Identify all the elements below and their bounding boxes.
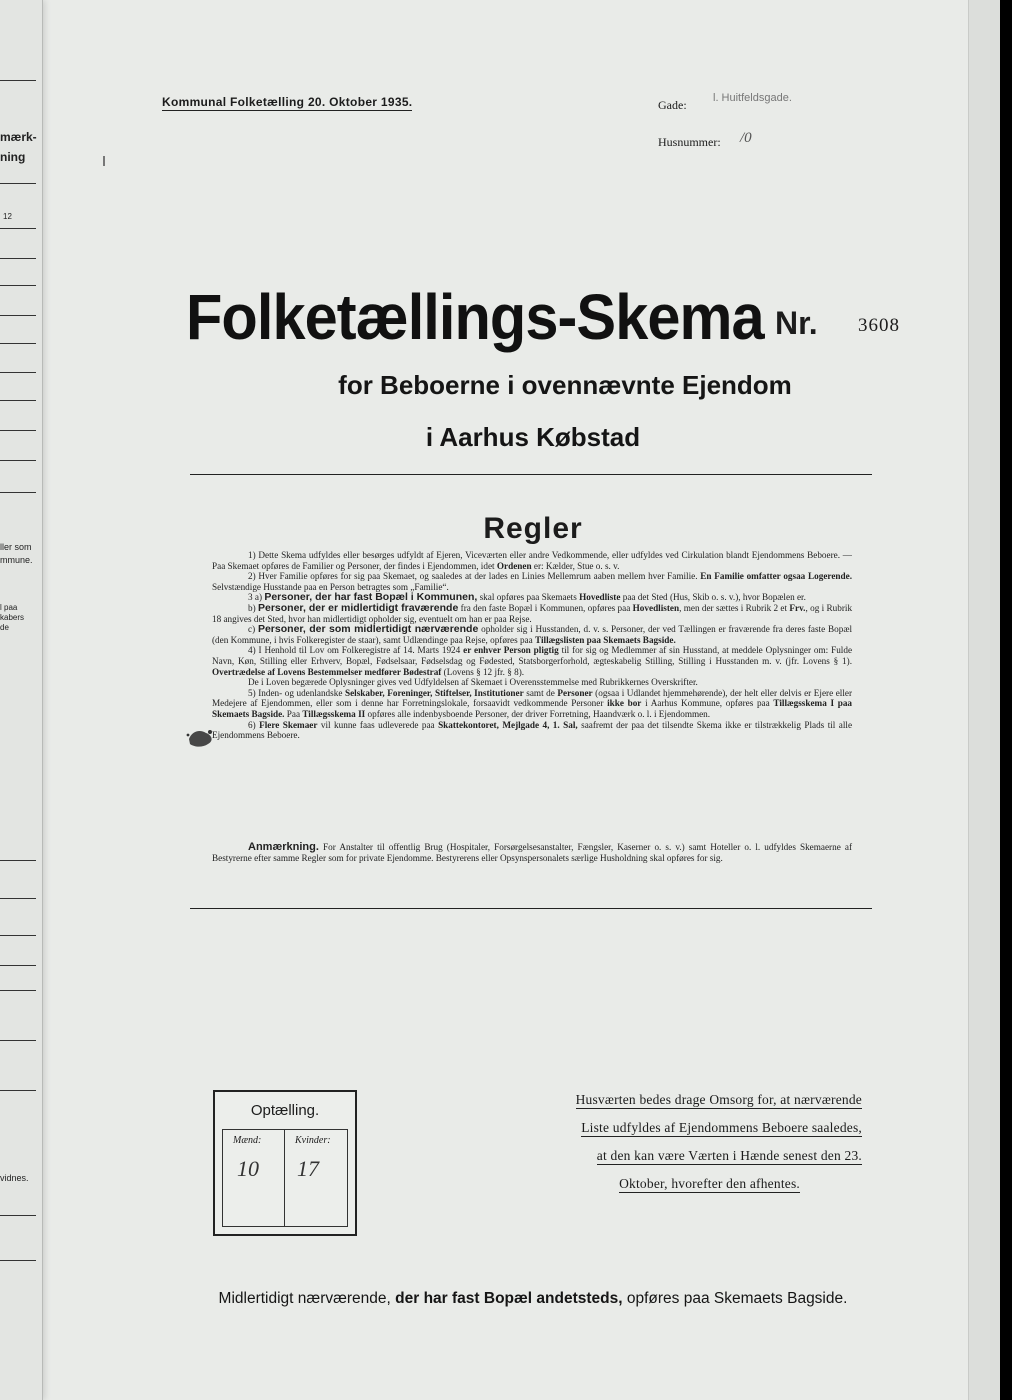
strip-fragment: ller som (0, 542, 32, 552)
rule-2: 2) Hver Familie opføres for sig paa Skemaet, og saaledes at der lades en Linies Mellemrum aaben mellem hver Familie. En Familie omfatter ogsaa Logerende. Selvstændige Husstande paa en Person betragtes som „Familie“. (212, 571, 852, 592)
rule-5: 5) Inden- og udenlandske Selskaber, Foreninger, Stiftelser, Institutioner samt de Personer (ogsaa i Udlandet hjemmehørende), der helt eller delvis er Ejere eller Medejere af Ejendommen, eller som i denne har Forretningslokale, forsaavidt vedkommende Personer ikke bor i Aarhus Kommune, opføres paa Tillægsskema I paa Skemaets Bagside. Paa Tillægsskema II opføres alle indenbysboende Personer, der driver Forretning, Haandværk o. l. i Ejendommen. (212, 687, 853, 719)
strip-rule (0, 990, 36, 991)
adjacent-page-strip (0, 0, 43, 1400)
form-title: Folketællings-Skema (186, 281, 764, 353)
divider (190, 474, 872, 475)
rule-3a: 3 a) Personer, der har fast Bopæl i Kommunen, skal opføres paa Skemaets Hovedliste paa det Sted (Hus, Skib o. s. v.), hvor Bopælen er. (248, 591, 806, 604)
strip-rule (0, 460, 36, 461)
strip-fragment: de (0, 623, 9, 632)
strip-rule (0, 898, 36, 899)
strip-rule (0, 1040, 36, 1041)
strip-rule (0, 183, 36, 184)
strip-fragment: kabers (0, 613, 25, 622)
men-count: 10 (237, 1156, 259, 1181)
notice-line: Husværten bedes drage Omsorg for, at nærværende (575, 1092, 862, 1107)
women-count: 17 (297, 1156, 319, 1181)
notice-line: at den kan være Værten i Hænde senest den 23. (596, 1148, 862, 1163)
remark-body: For Anstalter til offentlig Brug (Hospitaler, Forsørgelsesanstalter, Fængsler, Kaserner o. s. v.) samt Hoteller o. l. udfyldes Skemaerne af Bestyrerne efter samme Regler som for private Ejendomme. Bestyrerens eller Opsynspersonalets særlige Husholdning skal opføres for sig. (212, 842, 852, 864)
strip-rule (0, 492, 36, 493)
remark-text (212, 842, 852, 865)
strip-rule (0, 285, 36, 286)
remark-heading: Anmærkning. (248, 841, 319, 853)
ink-blot (186, 727, 216, 749)
landlord-notice (500, 1092, 862, 1204)
page-edge (968, 0, 1000, 1400)
notice-line: Oktober, hvorefter den afhentes. (619, 1176, 800, 1191)
strip-rule (0, 258, 36, 259)
strip-fragment: mærk- (0, 130, 37, 144)
notice-line: Liste udfyldes af Ejendommens Beboere saaledes, (581, 1120, 862, 1135)
form-number-value: 3608 (858, 315, 900, 336)
rule-4-note: De i Loven begærede Oplysninger gives ved Udfyldelsen af Skemaet i Overensstemmelse med Rubrikkernes Overskrifter. (248, 677, 698, 688)
house-number-label: Husnummer: (658, 135, 721, 149)
rule-4: 4) I Henhold til Lov om Folkeregistre af 14. Marts 1924 er enhver Person pligtig til for sig og Medlemmer af sin Husstand, at meddele Oplysninger om: Fulde Navn, Køn, Stilling eller Erhverv, Bopæl, Fødselsaar, Fødselsdag og Fødested, Statsborgerforhold, ægteskabelig Stilling, Stilling i Husstanden m. v. (jfr. Lovens § 1). Overtrædelse af Lovens Bestemmelser medfører Bødestraf (Lovens § 12 jfr. § 8). (212, 645, 853, 677)
tally-box (213, 1090, 357, 1236)
strip-rule (0, 1260, 36, 1261)
strip-rule (0, 1215, 36, 1216)
strip-fragment: vidnes. (0, 1173, 29, 1183)
strip-rule (0, 965, 36, 966)
women-label: Kvinder: (295, 1135, 331, 1146)
rule-3b: b) Personer, der er midlertidigt fraværende fra den faste Bopæl i Kommunen, opføres paa Hovedlisten, men der sættes i Rubrik 2 et Frv., og i Rubrik 18 angives det Sted, hvor han midlertidigt opholder sig, eventuelt om han er paa Rejse. (212, 601, 853, 624)
strip-rule (0, 860, 36, 861)
rules-text (212, 550, 852, 741)
tally-grid (222, 1129, 348, 1227)
census-title: Kommunal Folketælling 20. Oktober 1935. (162, 95, 413, 109)
strip-fragment: mmune. (0, 555, 33, 565)
tally-divider (284, 1130, 285, 1226)
strip-rule (0, 343, 36, 344)
form-subtitle: for Beboerne i ovennævnte Ejendom (338, 370, 792, 400)
house-number-value: /0 (740, 130, 752, 146)
divider (190, 908, 872, 909)
strip-rule (0, 935, 36, 936)
strip-rule (0, 372, 36, 373)
strip-fragment: l paa (0, 603, 18, 612)
strip-rule (0, 228, 36, 229)
rule-3c: c) Personer, der som midlertidigt nærværende opholder sig i Husstanden, d. v. s. Personer, der ved Tællingen er fraværende fra deres faste Bopæl (den Kommune, i hvis Folkeregister de staar), samt Udlændinge paa Rejse, opføres paa Tillægslisten paa Skemaets Bagside. (212, 623, 853, 645)
rule-1: 1) Dette Skema udfyldes eller besørges udfyldt af Ejeren, Viceværten eller andre Vedkommende, eller udfyldes ved Cirkulation blandt Ejendommens Beboere. — Paa Skemaet opføres de Familier og Personer, der findes i Ejendommen, idet Ordenen er: Kælder, Stue o. s. v. (212, 550, 852, 571)
pencil-mark (103, 156, 105, 166)
tally-title: Optælling. (250, 1102, 320, 1119)
street-value: l. Huitfeldsgade. (713, 92, 792, 104)
form-subtitle-city: i Aarhus Købstad (425, 422, 641, 452)
form-number-label: Nr. (775, 305, 818, 341)
strip-rule (0, 1090, 36, 1091)
strip-fragment: ning (0, 150, 26, 164)
rule-6: 6) Flere Skemaer vil kunne faas udleverede paa Skattekontoret, Mejlgade 4, 1. Sal, saafremt der paa det tilsendte Skema ikke er tilstrækkelig Plads til alle Ejendommens Beboere. (212, 719, 853, 741)
street-label: Gade: (658, 98, 687, 112)
footer-instruction: Midlertidigt nærværende, der har fast Bopæl andetsteds, opføres paa Skemaets Bagside. (218, 1290, 848, 1307)
strip-rule (0, 430, 36, 431)
strip-rule (0, 315, 36, 316)
strip-rule (0, 80, 36, 81)
strip-rule (0, 400, 36, 401)
men-label: Mænd: (233, 1135, 262, 1146)
rules-heading: Regler (483, 512, 583, 545)
strip-fragment: 12 (3, 212, 12, 221)
